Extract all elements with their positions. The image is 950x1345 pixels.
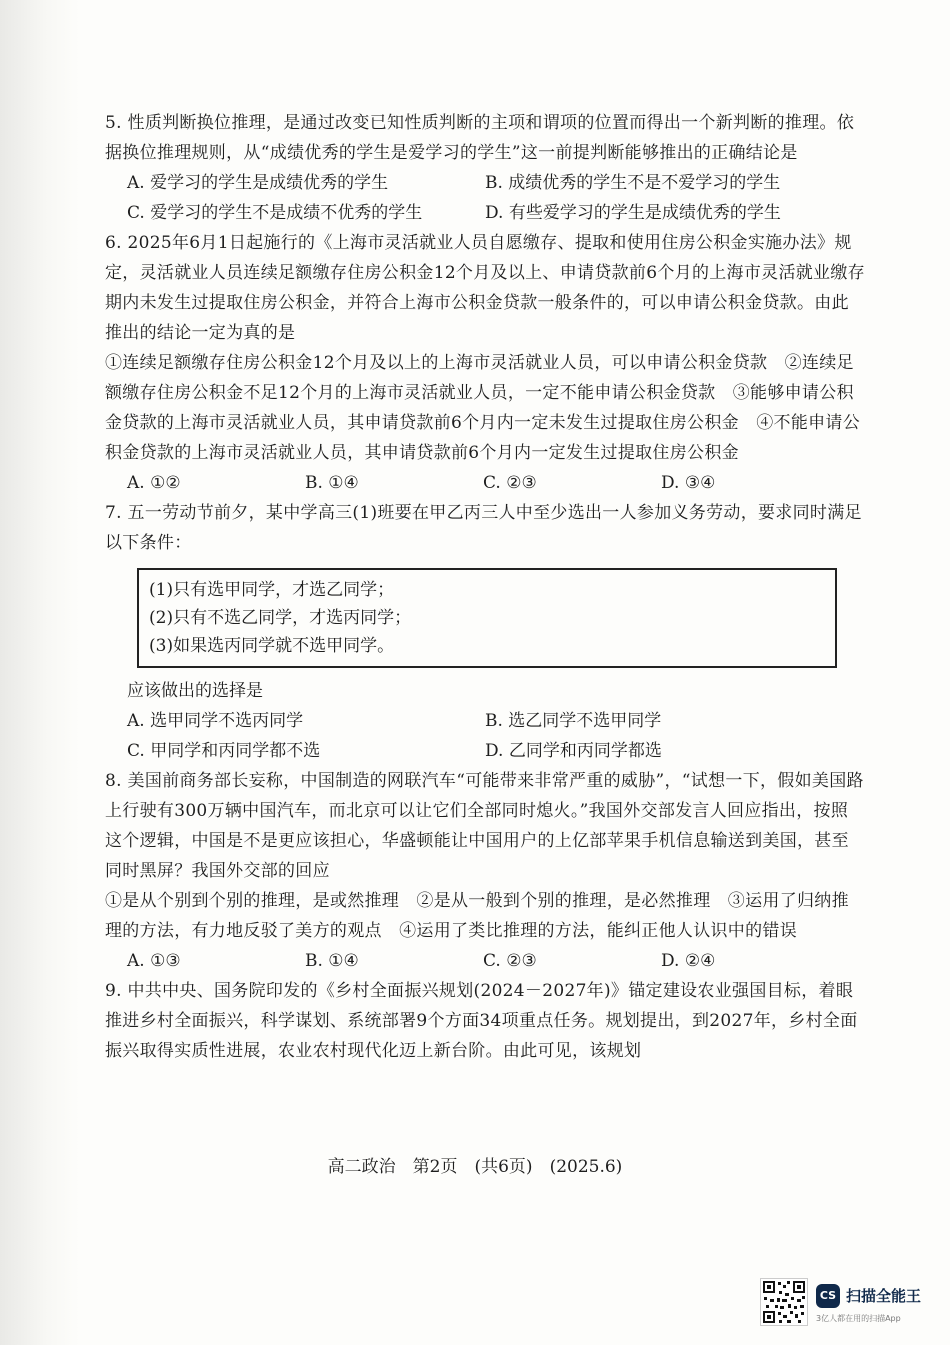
option-a: A. ①② [127, 473, 181, 493]
question-5 [105, 108, 865, 228]
question-7-prompt: 应该做出的选择是 [127, 681, 263, 701]
option-c: C. ②③ [483, 951, 537, 971]
option-c: C. ②③ [483, 473, 537, 493]
question-5-stem: 5. 性质判断换位推理，是通过改变已知性质判断的主项和谓项的位置而得出一个新判断的推理。依据换位推理规则，从“成绩优秀的学生是爱学习的学生”这一前提判断能够推出的正确结论是 [105, 113, 855, 163]
option-a: A. 选甲同学不选丙同学 [127, 711, 304, 731]
question-9 [105, 976, 865, 1066]
question-7-stem: 7. 五一劳动节前夕，某中学高三(1)班要在甲乙丙三人中至少选出一人参加义务劳动，要求同时满足以下条件： [105, 503, 862, 553]
question-7-options [127, 706, 865, 766]
condition-2: (2)只有不选乙同学，才选丙同学； [149, 608, 412, 628]
option-c: C. 爱学习的学生不是成绩不优秀的学生 [127, 203, 423, 223]
exam-page [105, 108, 865, 1066]
question-5-options [127, 168, 865, 228]
option-b: B. 选乙同学不选甲同学 [485, 711, 662, 731]
scanner-watermark [760, 1278, 940, 1328]
option-d: D. ③④ [661, 473, 716, 493]
page-footer: 高二政治 第2页 (共6页) (2025.6) [327, 1157, 623, 1177]
watermark-tagline: 3亿人都在用的扫描App [816, 1314, 901, 1323]
question-9-stem: 9. 中共中央、国务院印发的《乡村全面振兴规划(2024－2027年)》锚定建设农业强国目标，着眼推进乡村全面振兴，科学谋划、系统部署9个方面34项重点任务。规划提出，到2027年，乡村全面振兴取得实质性进展，农业农村现代化迈上新台阶。由此可见，该规划 [105, 981, 858, 1061]
option-a: A. 爱学习的学生是成绩优秀的学生 [127, 173, 389, 193]
question-8-statements: ①是从个别到个别的推理，是或然推理 ②是从一般到个别的推理，是必然推理 ③运用了归纳推理的方法，有力地反驳了美方的观点 ④运用了类比推理的方法，能纠正他人认识中的错误 [105, 891, 849, 941]
option-b: B. 成绩优秀的学生不是不爱学习的学生 [485, 173, 781, 193]
question-6-options [127, 468, 865, 498]
question-8 [105, 766, 865, 976]
condition-3: (3)如果选丙同学就不选甲同学。 [149, 636, 395, 656]
option-d: D. ②④ [661, 951, 716, 971]
option-a: A. ①③ [127, 951, 181, 971]
question-7 [105, 498, 865, 766]
camscanner-logo-icon: CS [816, 1284, 840, 1308]
question-8-options [127, 946, 865, 976]
qr-code-icon [760, 1278, 808, 1326]
option-d: D. 乙同学和丙同学都选 [485, 741, 662, 761]
option-b: B. ①④ [305, 951, 359, 971]
conditions-box [137, 568, 837, 668]
watermark-app-name: 扫描全能王 [846, 1287, 922, 1305]
option-d: D. 有些爱学习的学生是成绩优秀的学生 [485, 203, 781, 223]
scan-shadow [0, 0, 80, 1345]
option-c: C. 甲同学和丙同学都不选 [127, 741, 321, 761]
condition-1: (1)只有选甲同学，才选乙同学； [149, 580, 395, 600]
option-b: B. ①④ [305, 473, 359, 493]
question-6-statements: ①连续足额缴存住房公积金12个月及以上的上海市灵活就业人员，可以申请公积金贷款 ②连续足额缴存住房公积金不足12个月的上海市灵活就业人员，一定不能申请公积金贷款 ③能够申请公积金贷款的上海市灵活就业人员，其申请贷款前6个月内一定未发生过提取住房公积金 ④不能申请公积金贷款的上海市灵活就业人员，其申请贷款前6个月内一定发生过提取住房公积金 [105, 353, 861, 463]
question-6 [105, 228, 865, 498]
question-8-stem: 8. 美国前商务部长妄称，中国制造的网联汽车“可能带来非常严重的威胁”，“试想一下，假如美国路上行驶有300万辆中国汽车，而北京可以让它们全部同时熄火。”我国外交部发言人回应指出，按照这个逻辑，中国是不是更应该担心，华盛顿能让中国用户的上亿部苹果手机信息输送到美国，甚至同时黑屏？我国外交部的回应 [105, 771, 864, 881]
question-6-stem: 6. 2025年6月1日起施行的《上海市灵活就业人员自愿缴存、提取和使用住房公积金实施办法》规定，灵活就业人员连续足额缴存住房公积金12个月及以上、申请贷款前6个月的上海市灵活就业缴存期内未发生过提取住房公积金，并符合上海市公积金贷款一般条件的，可以申请公积金贷款。由此推出的结论一定为真的是 [105, 233, 865, 343]
